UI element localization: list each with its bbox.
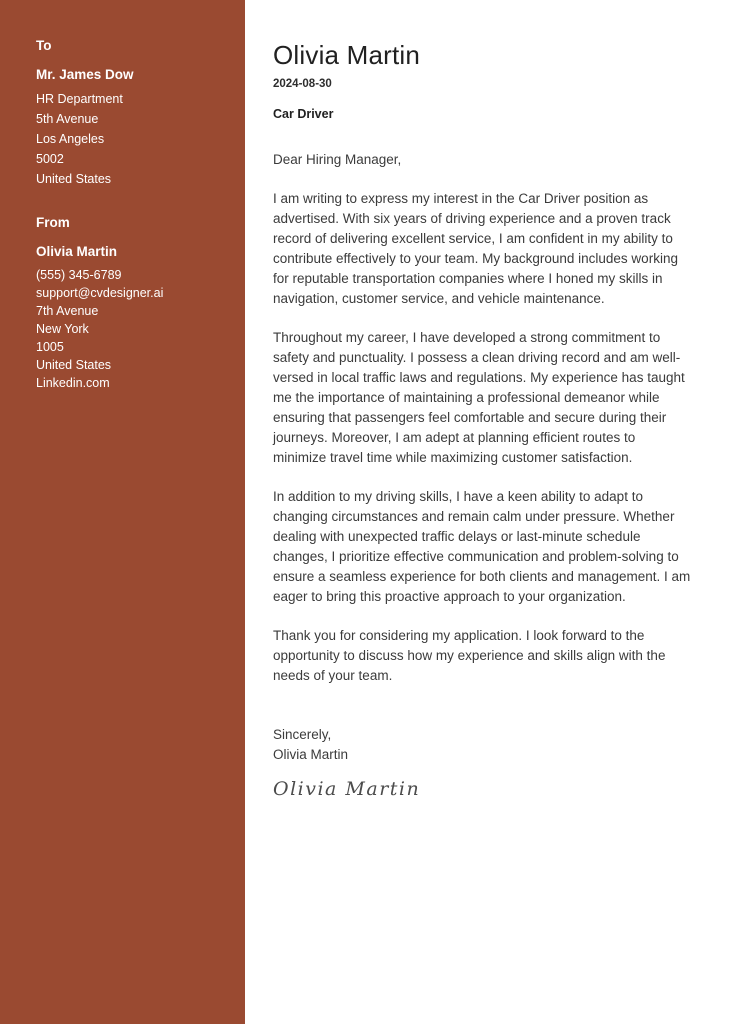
recipient-address-line: 5th Avenue: [36, 112, 99, 126]
recipient-address-line: HR Department: [36, 92, 123, 106]
contact-sidebar: [0, 0, 245, 1024]
recipient-address-line: Los Angeles: [36, 132, 105, 146]
letter-body: [273, 189, 692, 686]
letter-paragraph: I am writing to express my interest in the Car Driver position as advertised. With six years of driving experience and a proven track record of delivering excellent service, I am confident in my ability to contribute effectively to your team. My background includes working for reputable transportation companies where I honed my skills in navigation, customer service, and vehicle maintenance.: [273, 191, 678, 306]
sender-contact-line: United States: [36, 358, 112, 372]
from-label: From: [36, 215, 70, 230]
closing-word: Sincerely,: [273, 727, 332, 742]
job-title: Car Driver: [273, 107, 334, 121]
sender-block: [36, 215, 225, 392]
letter-paragraph: Thank you for considering my application. I look forward to the opportunity to discuss how my experience and skills align with the needs of your team.: [273, 628, 666, 683]
closing-name: Olivia Martin: [273, 747, 349, 762]
recipient-block: [36, 38, 225, 189]
letter-paragraph: Throughout my career, I have developed a strong commitment to safety and punctuality. I possess a clean driving record and am well-versed in local traffic laws and regulations. My experience has taught me the importance of maintaining a professional demeanor while ensuring that passengers feel comfortable and secure during their journeys. Moreover, I am adept at planning efficient routes to minimize travel time while maximizing customer satisfaction.: [273, 330, 685, 465]
handwritten-signature: Olivia Martin: [273, 778, 421, 800]
sender-contact-line: Linkedin.com: [36, 376, 110, 390]
to-label: To: [36, 38, 52, 53]
sender-contact-line: (555) 345-6789: [36, 268, 122, 282]
recipient-address-line: United States: [36, 172, 112, 186]
letter-content: [245, 0, 730, 1024]
letter-paragraph: In addition to my driving skills, I have a keen ability to adapt to changing circumstances and remain calm under pressure. Whether dealing with unexpected traffic delays or last-minute schedule changes, I prioritize effective communication and problem-solving to ensure a seamless experience for both clients and management. I am eager to bring this proactive approach to your organization.: [273, 489, 691, 604]
sender-contact-line: New York: [36, 322, 89, 336]
closing-block: [273, 725, 692, 765]
letter-date: 2024-08-30: [273, 78, 332, 90]
sender-contact-line: 1005: [36, 340, 64, 354]
salutation: Dear Hiring Manager,: [273, 152, 402, 167]
sender-contact-details: [36, 266, 225, 392]
recipient-address: [36, 89, 225, 189]
recipient-name: Mr. James Dow: [36, 67, 134, 82]
recipient-address-line: 5002: [36, 152, 64, 166]
sender-contact-line: support@cvdesigner.ai: [36, 286, 164, 300]
sender-contact-line: 7th Avenue: [36, 304, 99, 318]
sender-name: Olivia Martin: [36, 244, 118, 259]
applicant-name-heading: Olivia Martin: [273, 40, 421, 70]
